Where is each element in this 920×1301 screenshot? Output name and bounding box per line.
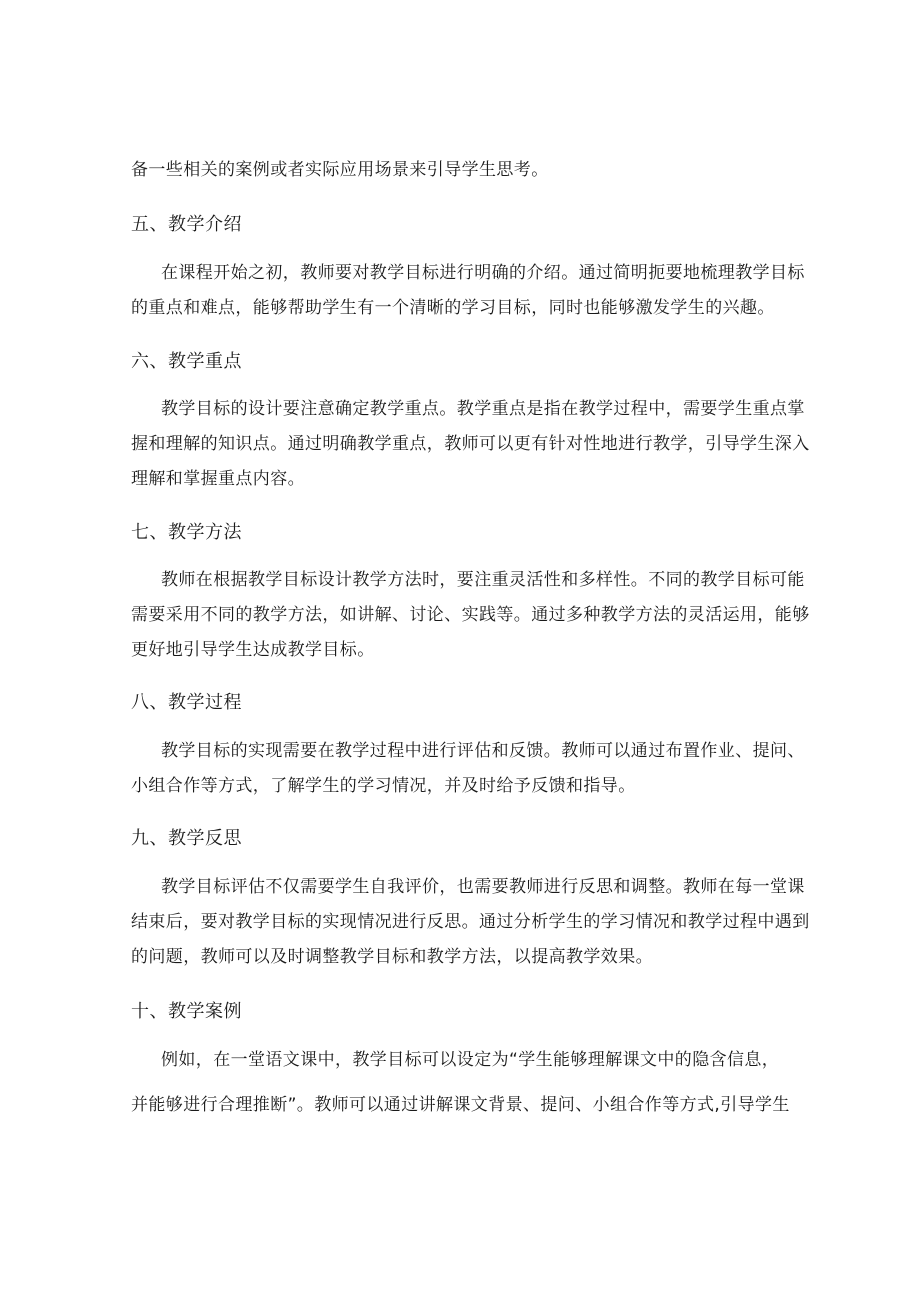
paragraph-line: 更好地引导学生达成教学目标。 [131,640,375,660]
paragraph-line: 需要采用不同的教学方法，如讲解、讨论、实践等。通过多种教学方法的灵活运用，能够 [131,605,810,625]
paragraph-line: 教学目标的设计要注意确定教学重点。教学重点是指在教学过程中，需要学生重点掌 [161,399,805,419]
intro-paragraph-line: 备一些相关的案例或者实际应用场景来引导学生思考。 [131,160,549,180]
section-heading-teaching-case: 十、教学案例 [131,1001,242,1022]
paragraph-line: 在课程开始之初，教师要对教学目标进行明确的介绍。通过简明扼要地梳理教学目标 [161,263,805,283]
paragraph-line: 结束后，要对教学目标的实现情况进行反思。通过分析学生的学习情况和教学过程中遇到 [131,912,810,932]
section-heading-teaching-key-points: 六、教学重点 [131,351,242,372]
paragraph-line: 理解和掌握重点内容。 [131,469,305,489]
paragraph-line: 的重点和难点，能够帮助学生有一个清晰的学习目标，同时也能够激发学生的兴趣。 [131,298,775,318]
paragraph-line: 的问题，教师可以及时调整教学目标和教学方法，以提高教学效果。 [131,947,653,967]
section-heading-teaching-introduction: 五、教学介绍 [131,214,242,235]
section-heading-teaching-methods: 七、教学方法 [131,522,242,543]
paragraph-line: 教学目标的实现需要在教学过程中进行评估和反馈。教师可以通过布置作业、提问、 [161,741,805,761]
paragraph-line: 小组合作等方式，了解学生的学习情况，并及时给予反馈和指导。 [131,776,636,796]
section-heading-teaching-process: 八、教学过程 [131,692,242,713]
section-heading-teaching-reflection: 九、教学反思 [131,828,242,849]
paragraph-line: 教师在根据教学目标设计教学方法时，要注重灵活性和多样性。不同的教学目标可能 [161,570,805,590]
paragraph-line: 例如，在一堂语文课中，教学目标可以设定为“学生能够理解课文中的隐含信息， [161,1050,780,1070]
paragraph-line: 并能够进行合理推断”。教师可以通过讲解课文背景、提问、小组合作等方式,引导学生 [131,1095,790,1115]
paragraph-line: 握和理解的知识点。通过明确教学重点，教师可以更有针对性地进行教学，引导学生深入 [131,434,810,454]
paragraph-line: 教学目标评估不仅需要学生自我评价，也需要教师进行反思和调整。教师在每一堂课 [161,877,805,897]
